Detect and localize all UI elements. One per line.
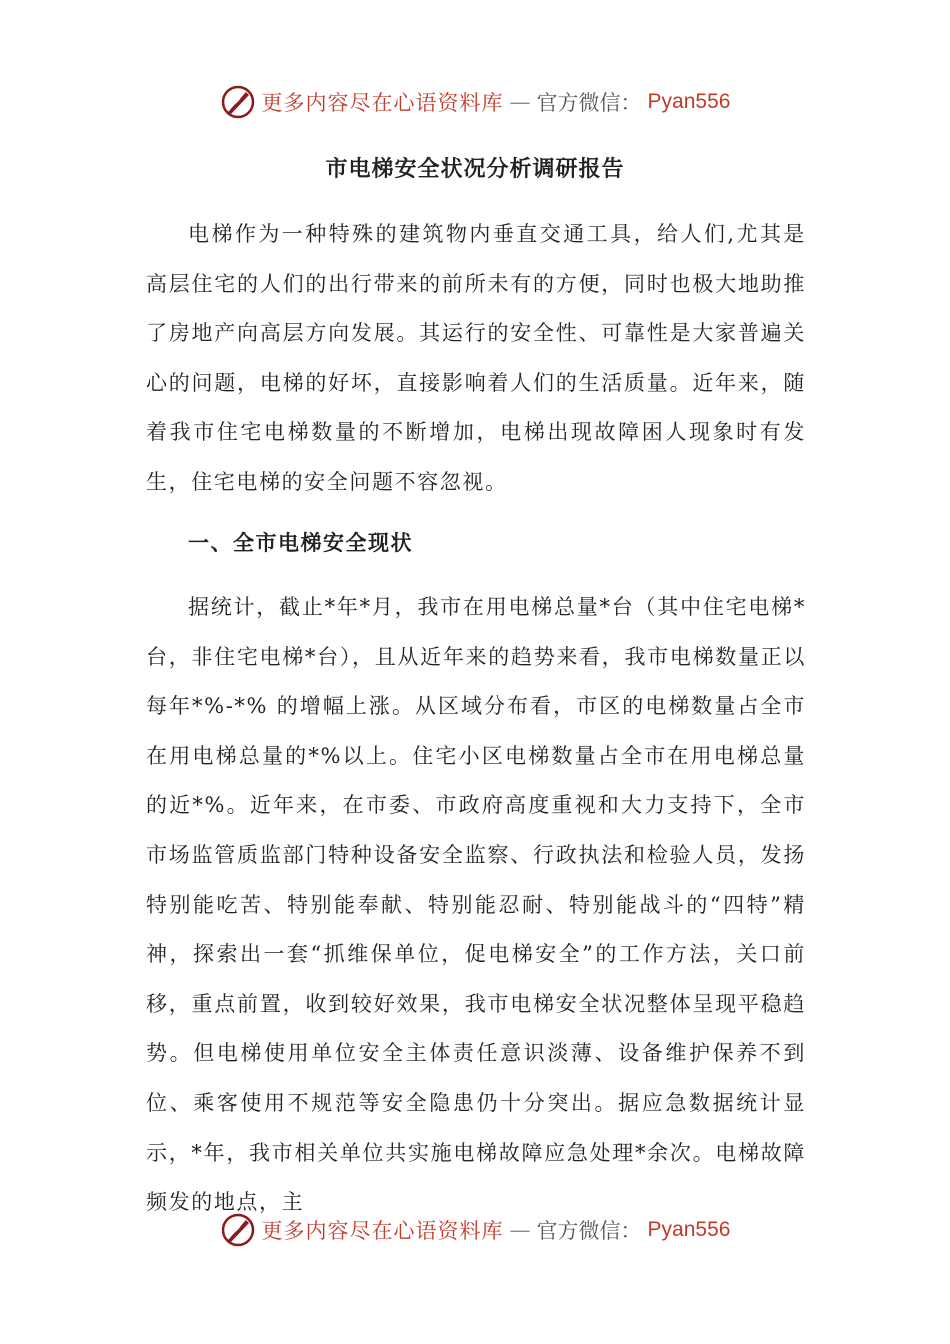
- quill-logo-icon: [220, 84, 256, 120]
- quill-logo-icon: [220, 1212, 256, 1248]
- watermark-brand: 更多内容尽在心语资料库: [261, 1219, 504, 1243]
- watermark-brand: 更多内容尽在心语资料库: [261, 91, 504, 115]
- watermark-wechat-label: 官方微信：: [536, 91, 642, 115]
- section-paragraph: 据统计，截止*年*月，我市在用电梯总量*台（其中住宅电梯*台，非住宅电梯*台），且从近年来的趋势来看，我市电梯数量正以每年*%-*% 的增幅上涨。从区域分布看，市区的电梯数量占全市在用电梯总量的*%以上。住宅小区电梯数量占全市在用电梯总量的近*%。近年来，在市委、市政府高度重视和大力支持下，全市市场监管质监部门特种设备安全监察、行政执法和检验人员，发扬特别能吃苦、特别能奉献、特别能忍耐、特别能战斗的“四特”精神，探索出一套“抓维保单位，促电梯安全”的工作方法，关口前移，重点前置，收到较好效果，我市电梯安全状况整体呈现平稳趋势。但电梯使用单位安全主体责任意识淡薄、设备维护保养不到位、乘客使用不规范等安全隐患仍十分突出。据应急数据统计显示，*年，我市相关单位共实施电梯故障应急处理*余次。电梯故障频发的地点，主: [146, 595, 806, 1215]
- intro-paragraph: 电梯作为一种特殊的建筑物内垂直交通工具，给人们,尤其是高层住宅的人们的出行带来的前所未有的方便，同时也极大地助推了房地产向高层方向发展。其运行的安全性、可靠性是大家普遍关心的问题，电梯的好坏，直接影响着人们的生活质量。近年来，随着我市住宅电梯数量的不断增加，电梯出现故障困人现象时有发生，住宅电梯的安全问题不容忽视。: [146, 222, 806, 494]
- watermark-separator: —: [509, 1218, 531, 1242]
- watermark-wechat-id: Pyan556: [647, 90, 731, 113]
- watermark-separator: —: [509, 90, 531, 114]
- watermark-wechat-id: Pyan556: [647, 1218, 731, 1241]
- watermark-header: [0, 82, 950, 122]
- watermark-wechat-label: 官方微信：: [536, 1219, 642, 1243]
- section-heading: 一、全市电梯安全现状: [188, 530, 413, 555]
- watermark-footer: [0, 1210, 950, 1250]
- document-title: 市电梯安全状况分析调研报告: [325, 156, 625, 182]
